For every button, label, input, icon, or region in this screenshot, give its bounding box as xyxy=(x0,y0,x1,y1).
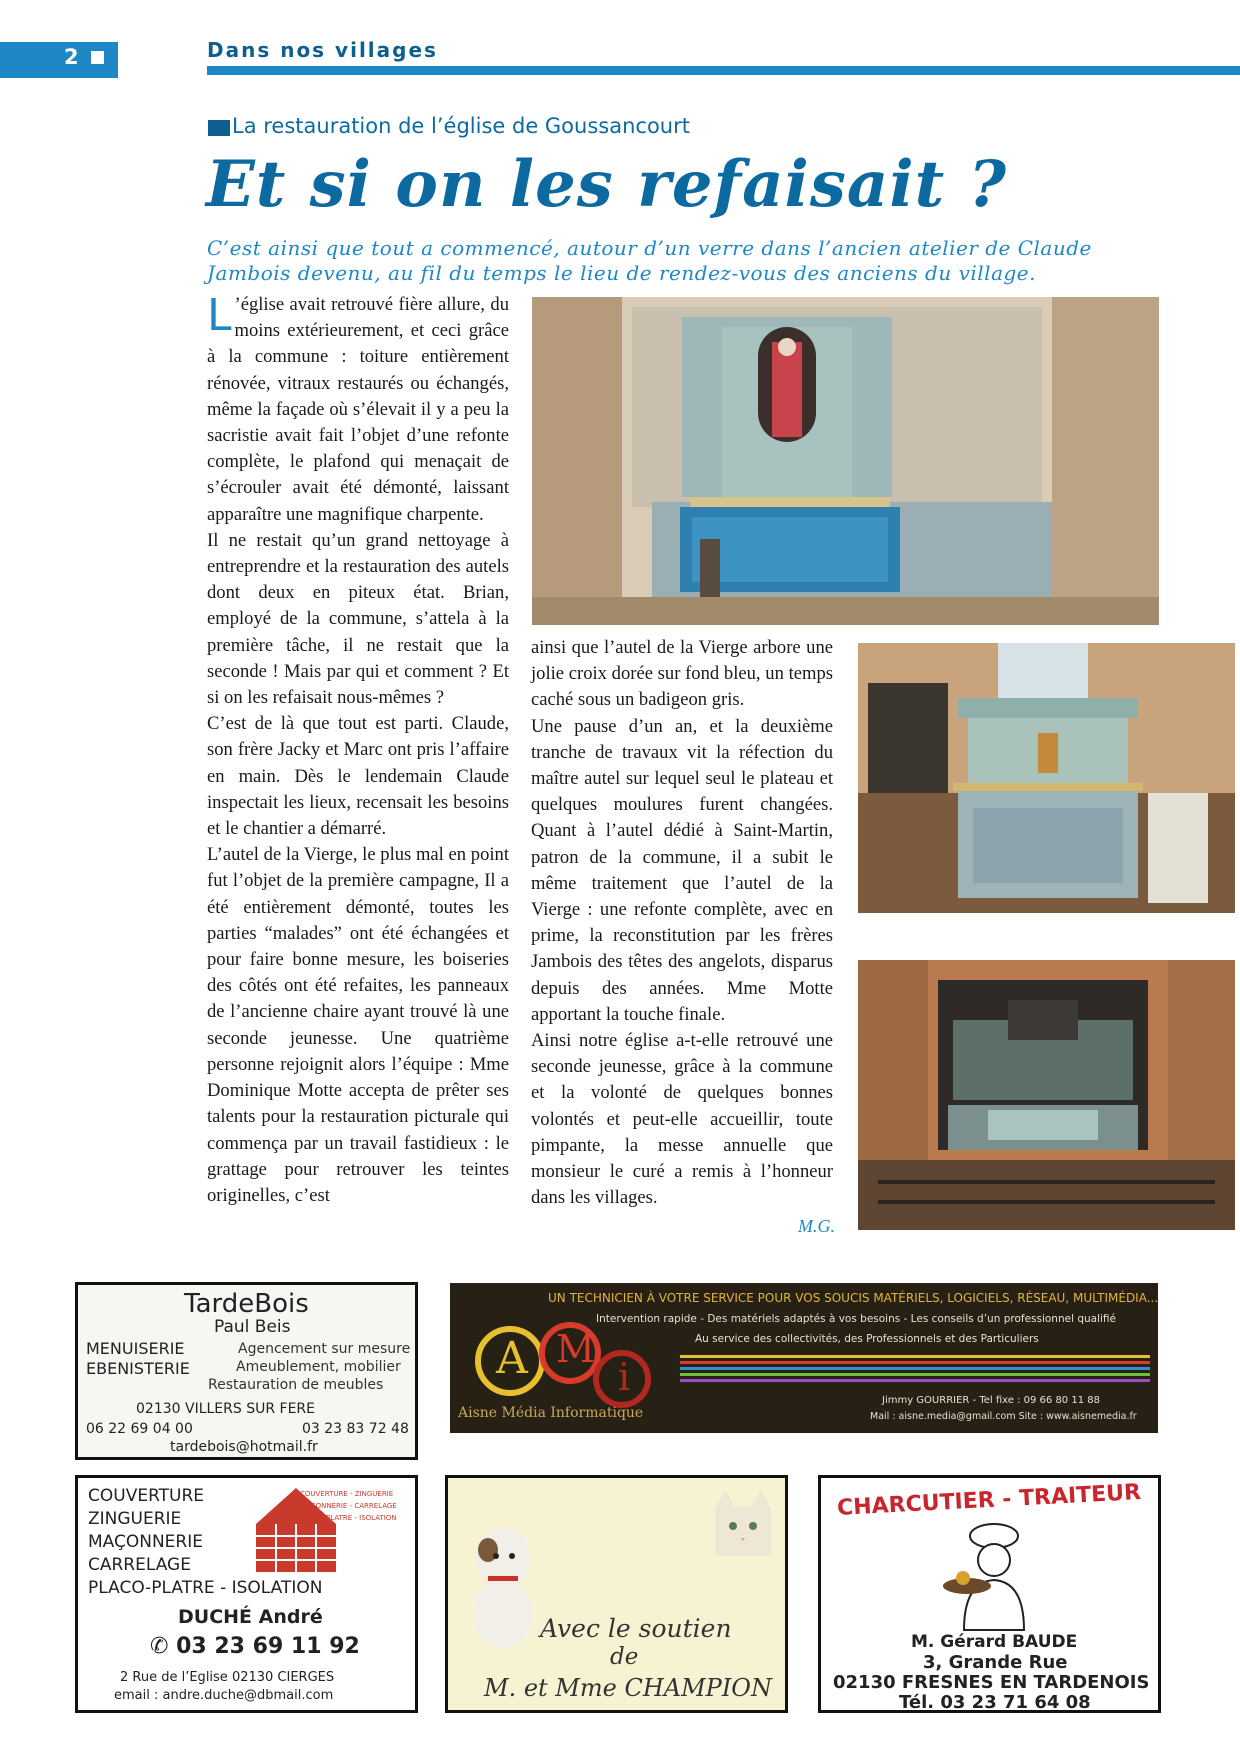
page-number: 2 xyxy=(64,45,79,69)
ami-stripe-3 xyxy=(680,1367,1150,1370)
baude-street: 3, Grande Rue xyxy=(923,1652,1068,1673)
tardebois-trade-1: MENUISERIE xyxy=(86,1339,185,1358)
tardebois-service-3: Restauration de meubles xyxy=(208,1377,384,1393)
ami-line-2: Intervention rapide - Des matériels adaptés à vos besoins - Les conseils d’un professionnel qualifié xyxy=(596,1313,1116,1325)
cat-illustration xyxy=(703,1486,783,1566)
tardebois-phone-2: 03 23 83 72 48 xyxy=(302,1421,409,1437)
ami-contact-2: Mail : aisne.media@gmail.com Site : www.aisnemedia.fr xyxy=(870,1411,1137,1422)
duche-services-1: COUVERTURE - ZINGUERIE xyxy=(300,1490,394,1498)
tardebois-address: 02130 VILLERS SUR FERE xyxy=(136,1401,315,1417)
ad-champion xyxy=(445,1475,788,1713)
baude-name: M. Gérard BAUDE xyxy=(911,1632,1078,1652)
paragraph-3: C’est de là que tout est parti. Claude, son frère Jacky et Marc ont pris l’affaire en main. Dès le lendemain Claude inspectait les lieux, recensait les besoins et le chantier a démarré. xyxy=(207,713,509,840)
champion-line-3: M. et Mme CHAMPION xyxy=(484,1674,772,1702)
article-lead: C’est ainsi que tout a commencé, autour d’un verre dans l’ancien atelier de Claude Jambois devenu, au fil du temps le lieu de rendez-vous des anciens du village. xyxy=(207,236,1092,285)
duche-trade-4: CARRELAGE xyxy=(88,1555,191,1575)
champion-line-1: Avec le soutien xyxy=(540,1614,732,1643)
tardebois-email: tardebois@hotmail.fr xyxy=(170,1439,318,1455)
tardebois-service-1: Agencement sur mesure xyxy=(238,1341,411,1357)
header-rule xyxy=(207,66,1240,75)
tardebois-trade-2: EBENISTERIE xyxy=(86,1359,190,1378)
photo-saint-martin-altar xyxy=(858,643,1235,913)
duche-trade-3: MAÇONNERIE xyxy=(88,1532,203,1552)
tardebois-phone-1: 06 22 69 04 00 xyxy=(86,1421,193,1437)
photo-virgin-altar xyxy=(532,297,1159,625)
article-kicker: La restauration de l’église de Goussancourt xyxy=(232,114,690,138)
duche-trade-1: COUVERTURE xyxy=(88,1486,205,1506)
baude-title: CHARCUTIER - TRAITEUR xyxy=(836,1480,1142,1521)
duche-services-2: MAÇONNERIE - CARRELAGE xyxy=(300,1502,397,1510)
baude-city: 02130 FRESNES EN TARDENOIS xyxy=(833,1672,1150,1693)
ad-aisne-media xyxy=(450,1283,1158,1433)
section-title: Dans nos villages xyxy=(207,38,438,62)
page-number-square xyxy=(91,51,104,64)
tardebois-owner: Paul Beis xyxy=(214,1317,291,1337)
tardebois-service-2: Ameublement, mobilier xyxy=(236,1359,401,1375)
duche-phone: ✆ 03 23 69 11 92 xyxy=(150,1634,360,1659)
paragraph-7: Ainsi notre église a-t-elle retrouvé une seconde jeunesse, grâce à la commune et la volonté de quelques bonnes volontés et peut-elle accueillir, toute pimpante, la messe annuelle que monsieur le curé a remis à l’honneur dans les villages. xyxy=(531,1030,833,1209)
ami-stripe-5 xyxy=(680,1379,1150,1382)
duche-name: DUCHÉ André xyxy=(178,1606,323,1628)
article-title: Et si on les refaisait ? xyxy=(206,147,1007,222)
ad-tardebois xyxy=(75,1282,418,1460)
tardebois-name: TardeBois xyxy=(184,1289,309,1319)
duche-trade-5: PLACO-PLATRE - ISOLATION xyxy=(88,1578,323,1598)
ami-tagline: UN TECHNICIEN À VOTRE SERVICE POUR VOS SOUCIS MATÉRIELS, LOGICIELS, RÉSEAU, MULTIMÉDIA... xyxy=(548,1291,1159,1305)
ami-line-3: Au service des collectivités, des Professionnels et des Particuliers xyxy=(695,1333,1039,1345)
kicker-square xyxy=(208,120,230,136)
paragraph-5: ainsi que l’autel de la Vierge arbore une jolie croix dorée sur fond bleu, un temps caché sous un badigeon gris. xyxy=(531,637,833,711)
paragraph-1 xyxy=(207,292,509,528)
ami-logo-m: M xyxy=(556,1327,595,1371)
ami-logo-a: A xyxy=(496,1333,528,1384)
ad-baude xyxy=(818,1475,1161,1713)
ami-stripe-1 xyxy=(680,1355,1150,1358)
article-column-2 xyxy=(531,635,833,1211)
dog-illustration xyxy=(458,1518,548,1648)
paragraph-1-text: ’église avait retrouvé fière allure, du moins extérieurement, et ceci grâce à la commune : toiture entièrement rénovée, vitraux restaurés ou échangés, même la façade où s’élevait il y a peu la sacristie avait fait l’objet d’une refonte complète, le plafond qui menaçait de s’écrouler avait été démonté, laissant apparaître une magnifique charpente. xyxy=(207,294,509,525)
baude-phone: Tél. 03 23 71 64 08 xyxy=(899,1692,1091,1713)
duche-trade-2: ZINGUERIE xyxy=(88,1509,182,1529)
article-column-1 xyxy=(207,292,509,1209)
paragraph-6: Une pause d’un an, et la deuxième tranche de travaux vit la réfection du maître autel sur lequel seul le plateau et quelques moulures furent changées. Quant à l’autel dédié à Saint-Martin, patron de la commune, il a subit le même traitement que l’autel de la Vierge : une refonte complète, avec en prime, la reconstitution par les frères Jambois des têtes des angelots, disparus depuis des années. Mme Motte apportant la touche finale. xyxy=(531,715,833,1025)
article-signature: M.G. xyxy=(798,1216,835,1236)
ami-stripe-2 xyxy=(680,1361,1150,1364)
photo-main-altar xyxy=(858,960,1235,1230)
chef-illustration xyxy=(929,1522,1059,1632)
duche-email: email : andre.duche@dbmail.com xyxy=(114,1688,334,1703)
ami-contact: Jimmy GOURRIER - Tel fixe : 09 66 80 11 88 xyxy=(882,1395,1100,1406)
ami-stripe-4 xyxy=(680,1373,1150,1376)
paragraph-2: Il ne restait qu’un grand nettoyage à entreprendre et la restauration des autels dont deux en piteux état. Brian, employé de la commune, s’attela à la première tâche, il ne restait que la seconde ! Mais par qui et comment ? Et si on les refaisait nous-mêmes ? xyxy=(207,529,509,709)
champion-line-2: de xyxy=(610,1644,639,1670)
ad-duche xyxy=(75,1475,418,1713)
duche-services-3: PLACO-PLATRE - ISOLATION xyxy=(300,1514,397,1522)
drop-cap: L xyxy=(207,290,232,341)
duche-address: 2 Rue de l’Eglise 02130 CIERGES xyxy=(120,1670,335,1685)
ami-company: Aisne Média Informatique xyxy=(458,1405,644,1421)
ami-logo-i: i xyxy=(618,1355,631,1399)
paragraph-4: L’autel de la Vierge, le plus mal en point fut l’objet de la première campagne, Il a été entièrement démonté, toutes les parties “malades” ont été échangées et pour faire bonne mesure, les boiseries des côtés ont été refaites, les panneaux de l’ancienne chaire ayant trouvé là une seconde jeunesse. Une quatrième personne rejoignit alors l’équipe : Mme Dominique Motte accepta de prêter ses talents pour la restauration picturale qui commença par un travail fastidieux : le grattage pour retrouver les teintes originelles, c’est xyxy=(207,844,509,1206)
